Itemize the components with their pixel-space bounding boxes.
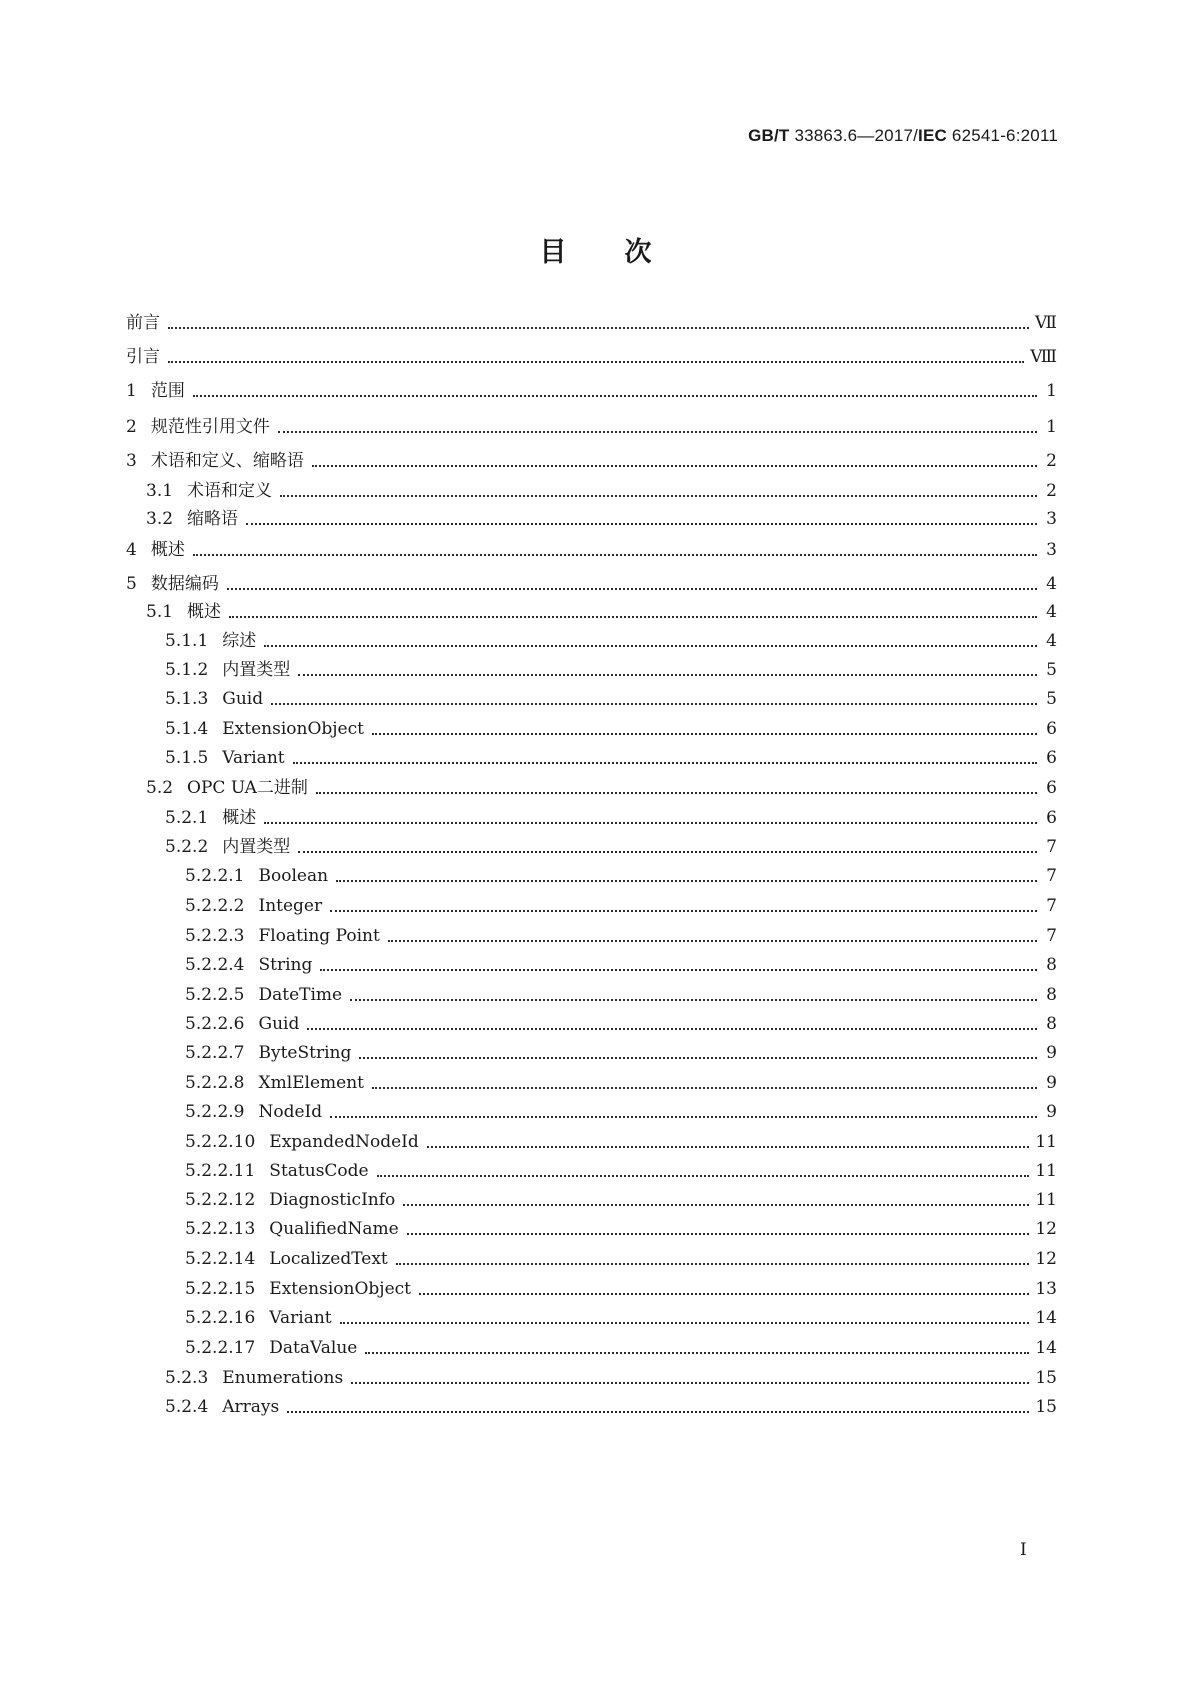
toc-entry[interactable]	[0, 686, 1191, 712]
toc-entry-title: String	[258, 955, 313, 975]
toc-entry-title: 数据编码	[150, 574, 219, 594]
toc-entry[interactable]	[0, 1099, 1191, 1125]
toc-entry[interactable]	[0, 1011, 1191, 1037]
toc-entry-number: 5.2.3	[165, 1368, 209, 1388]
dot-leader	[320, 968, 1037, 971]
toc-entry-title: ExtensionObject	[222, 719, 364, 739]
toc-entry[interactable]	[0, 834, 1191, 860]
dot-leader	[264, 821, 1037, 824]
toc-entry-page: 2	[1046, 451, 1057, 471]
toc-entry-number: 5.2.2	[165, 837, 209, 857]
toc-entry[interactable]	[0, 1187, 1191, 1213]
dot-leader	[351, 1381, 1029, 1384]
toc-entry-page: 12	[1035, 1219, 1057, 1239]
toc-entry-number: 2	[126, 417, 137, 437]
dot-leader	[278, 430, 1037, 433]
toc-entry-page: 9	[1046, 1102, 1057, 1122]
toc-entry[interactable]	[0, 1070, 1191, 1096]
toc-entry-number: 5.1.4	[165, 719, 209, 739]
toc-entry-page: 1	[1046, 417, 1057, 437]
toc-entry-page: 14	[1035, 1308, 1057, 1328]
toc-entry[interactable]	[0, 537, 1191, 563]
toc-entry[interactable]	[0, 1129, 1191, 1155]
toc-entry-page: 6	[1046, 778, 1057, 798]
dot-leader	[307, 1027, 1037, 1030]
toc-entry-page: 9	[1046, 1073, 1057, 1093]
toc-entry-number: 5.2.2.7	[185, 1043, 245, 1063]
toc-entry[interactable]	[0, 775, 1191, 801]
toc-entry[interactable]	[0, 657, 1191, 683]
iec-prefix: IEC	[918, 126, 947, 145]
toc-entry[interactable]	[0, 344, 1191, 370]
toc-entry-number: 5.2.2.11	[185, 1161, 256, 1181]
toc-entry-page: 8	[1046, 985, 1057, 1005]
toc-entry-page: 12	[1035, 1249, 1057, 1269]
toc-entry[interactable]	[0, 923, 1191, 949]
toc-entry[interactable]	[0, 571, 1191, 597]
toc-entry-number: 5.2.2.4	[185, 955, 245, 975]
dot-leader	[388, 939, 1037, 942]
dot-leader	[316, 791, 1037, 794]
toc-entry-title: 规范性引用文件	[150, 417, 270, 437]
toc-entry-page: 7	[1046, 837, 1057, 857]
toc-entry-title: ExtensionObject	[269, 1279, 411, 1299]
dot-leader	[293, 761, 1037, 764]
toc-entry-page: 11	[1035, 1132, 1057, 1152]
toc-entry-title: Guid	[222, 689, 264, 709]
dot-leader	[287, 1410, 1029, 1413]
toc-entry[interactable]	[0, 506, 1191, 532]
toc-entry-title: 概述	[222, 808, 257, 828]
toc-entry-title: 术语和定义、缩略语	[150, 451, 304, 471]
toc-entry-title: 内置类型	[222, 660, 291, 680]
toc-entry-page: 6	[1046, 748, 1057, 768]
toc-entry-page: 15	[1035, 1368, 1057, 1388]
toc-entry-title: XmlElement	[258, 1073, 365, 1093]
toc-entry-page: 3	[1046, 509, 1057, 529]
toc-entry-page: 6	[1046, 719, 1057, 739]
toc-entry-page: 7	[1046, 866, 1057, 886]
dot-leader	[330, 1115, 1037, 1118]
toc-entry-title: Boolean	[258, 866, 329, 886]
toc-entry[interactable]	[0, 745, 1191, 771]
toc-entry-title: Enumerations	[222, 1368, 344, 1388]
dot-leader	[359, 1056, 1037, 1059]
toc-entry-number: 5.2.2.3	[185, 926, 245, 946]
toc-entry-title: Variant	[222, 748, 285, 768]
toc-entry-number: 5.1	[146, 602, 174, 622]
toc-entry-page: 7	[1046, 896, 1057, 916]
toc-entry-number: 3.2	[146, 509, 174, 529]
toc-entry[interactable]	[0, 982, 1191, 1008]
toc-entry[interactable]	[0, 952, 1191, 978]
toc-entry-title: LocalizedText	[269, 1249, 388, 1269]
toc-entry[interactable]	[0, 1305, 1191, 1331]
dot-leader	[419, 1292, 1029, 1295]
standard-code	[748, 126, 1058, 146]
toc-entry-title: 缩略语	[187, 509, 239, 529]
toc-entry-title: Guid	[258, 1014, 300, 1034]
toc-entry-page: 3	[1046, 540, 1057, 560]
toc-entry[interactable]	[0, 805, 1191, 831]
page-number: Ⅰ	[1020, 1540, 1027, 1560]
toc-entry-number: 3.1	[146, 481, 174, 501]
dot-leader	[350, 998, 1037, 1001]
dot-leader	[193, 394, 1037, 397]
toc-entry-number: 5.2.4	[165, 1397, 209, 1417]
toc-entry-page: 4	[1046, 602, 1057, 622]
toc-entry-number: 5.1.2	[165, 660, 209, 680]
toc-entry[interactable]	[0, 378, 1191, 404]
dot-leader	[407, 1232, 1030, 1235]
dot-leader	[377, 1174, 1030, 1177]
toc-entry-title: Integer	[258, 896, 323, 916]
toc-entry[interactable]	[0, 1335, 1191, 1361]
toc-entry-title: 术语和定义	[187, 481, 273, 501]
toc-entry-title: 概述	[150, 540, 185, 560]
toc-entry-number: 5.2.2.6	[185, 1014, 245, 1034]
toc-entry[interactable]	[0, 1394, 1191, 1420]
toc-entry-number: 5	[126, 574, 137, 594]
dot-leader	[372, 732, 1037, 735]
toc-entry-number: 5.2.2.14	[185, 1249, 256, 1269]
toc-entry[interactable]	[0, 1276, 1191, 1302]
toc-entry-number: 5.2.2.9	[185, 1102, 245, 1122]
toc-entry-page: 14	[1035, 1338, 1057, 1358]
toc-entry-number: 5.2.2.8	[185, 1073, 245, 1093]
dot-leader	[340, 1321, 1030, 1324]
toc-entry-title: 引言	[126, 347, 160, 367]
toc-entry-number: 5.2.2.17	[185, 1338, 256, 1358]
dot-leader	[280, 494, 1037, 497]
dot-leader	[271, 702, 1037, 705]
toc-entry-page: 8	[1046, 1014, 1057, 1034]
toc-entry-title: ExpandedNodeId	[269, 1132, 419, 1152]
toc-entry-page: 4	[1046, 574, 1057, 594]
toc-entry[interactable]	[0, 310, 1191, 336]
toc-entry-number: 5.2.2.15	[185, 1279, 256, 1299]
toc-entry-number: 5.2.2.1	[185, 866, 245, 886]
toc-entry-number: 5.1.1	[165, 631, 209, 651]
toc-entry-title: ByteString	[258, 1043, 352, 1063]
toc-entry-title: Variant	[269, 1308, 332, 1328]
toc-entry-title: DataValue	[269, 1338, 358, 1358]
toc-entry[interactable]	[0, 1040, 1191, 1066]
toc-entry-title: Floating Point	[258, 926, 380, 946]
toc-entry-number: 5.2.2.16	[185, 1308, 256, 1328]
toc-entry[interactable]	[0, 599, 1191, 625]
toc-entry-title: QualifiedName	[269, 1219, 399, 1239]
dot-leader	[427, 1145, 1030, 1148]
toc-entry-number: 5.1.3	[165, 689, 209, 709]
toc-entry-number: 1	[126, 381, 137, 401]
dot-leader	[312, 464, 1037, 467]
toc-entry-page: 2	[1046, 481, 1057, 501]
toc-entry[interactable]	[0, 628, 1191, 654]
toc-entry[interactable]	[0, 414, 1191, 440]
standard-prefix: GB/T	[748, 126, 790, 145]
toc-entry-title: 综述	[222, 631, 257, 651]
toc-entry[interactable]	[0, 893, 1191, 919]
toc-entry[interactable]	[0, 448, 1191, 474]
toc-entry-title: DiagnosticInfo	[269, 1190, 396, 1210]
dot-leader	[264, 644, 1037, 647]
toc-entry-page: 5	[1046, 689, 1057, 709]
toc-entry-number: 5.2.2.13	[185, 1219, 256, 1239]
dot-leader	[168, 360, 1024, 363]
dot-leader	[298, 850, 1037, 853]
dot-leader	[229, 615, 1037, 618]
toc-entry-title: OPC UA二进制	[187, 778, 308, 798]
dot-leader	[246, 522, 1037, 525]
toc-entry-title: NodeId	[258, 1102, 323, 1122]
toc-entry-page: 11	[1035, 1161, 1057, 1181]
toc-entry-title: Arrays	[222, 1397, 280, 1417]
toc-entry-page: 4	[1046, 631, 1057, 651]
toc-entry-number: 3	[126, 451, 137, 471]
toc-entry-page: 15	[1035, 1397, 1057, 1417]
toc-entry[interactable]	[0, 1365, 1191, 1391]
toc-entry-title: 内置类型	[222, 837, 291, 857]
toc-entry[interactable]	[0, 1158, 1191, 1184]
toc-entry-number: 5.2.1	[165, 808, 209, 828]
toc-entry-page: 11	[1035, 1190, 1057, 1210]
toc-entry-page: 5	[1046, 660, 1057, 680]
toc-entry[interactable]	[0, 716, 1191, 742]
dot-leader	[330, 909, 1037, 912]
dot-leader	[298, 673, 1037, 676]
toc-entry-number: 5.2.2.5	[185, 985, 245, 1005]
toc-entry-page: Ⅶ	[1035, 313, 1057, 333]
iec-number: 62541-6:2011	[947, 126, 1058, 145]
toc-entry-page: Ⅷ	[1030, 347, 1057, 367]
toc-entry-number: 5.2.2.12	[185, 1190, 256, 1210]
toc-entry-number: 5.2.2.10	[185, 1132, 256, 1152]
dot-leader	[336, 879, 1037, 882]
toc-entry-page: 1	[1046, 381, 1057, 401]
toc-entry-title: 前言	[126, 313, 160, 333]
dot-leader	[396, 1262, 1030, 1265]
standard-number: 33863.6—2017/	[789, 126, 919, 145]
toc-entry[interactable]	[0, 863, 1191, 889]
toc-entry-page: 9	[1046, 1043, 1057, 1063]
toc-entry[interactable]	[0, 1216, 1191, 1242]
toc-entry-number: 5.2.2.2	[185, 896, 245, 916]
toc-entry-title: DateTime	[258, 985, 343, 1005]
toc-entry-page: 6	[1046, 808, 1057, 828]
toc-entry-number: 5.2	[146, 778, 174, 798]
dot-leader	[365, 1351, 1029, 1354]
toc-entry-number: 5.1.5	[165, 748, 209, 768]
toc-entry-number: 4	[126, 540, 137, 560]
toc-entry-page: 13	[1035, 1279, 1057, 1299]
dot-leader	[168, 326, 1029, 329]
page-title: 目次	[539, 237, 710, 268]
toc-entry-title: StatusCode	[269, 1161, 369, 1181]
toc-entry-title: 范围	[150, 381, 185, 401]
toc-entry-title: 概述	[187, 602, 222, 622]
toc-entry-page: 8	[1046, 955, 1057, 975]
toc-entry-page: 7	[1046, 926, 1057, 946]
dot-leader	[372, 1086, 1037, 1089]
toc-entry[interactable]	[0, 1246, 1191, 1272]
dot-leader	[227, 587, 1037, 590]
dot-leader	[403, 1203, 1029, 1206]
toc-entry[interactable]	[0, 478, 1191, 504]
dot-leader	[193, 553, 1037, 556]
